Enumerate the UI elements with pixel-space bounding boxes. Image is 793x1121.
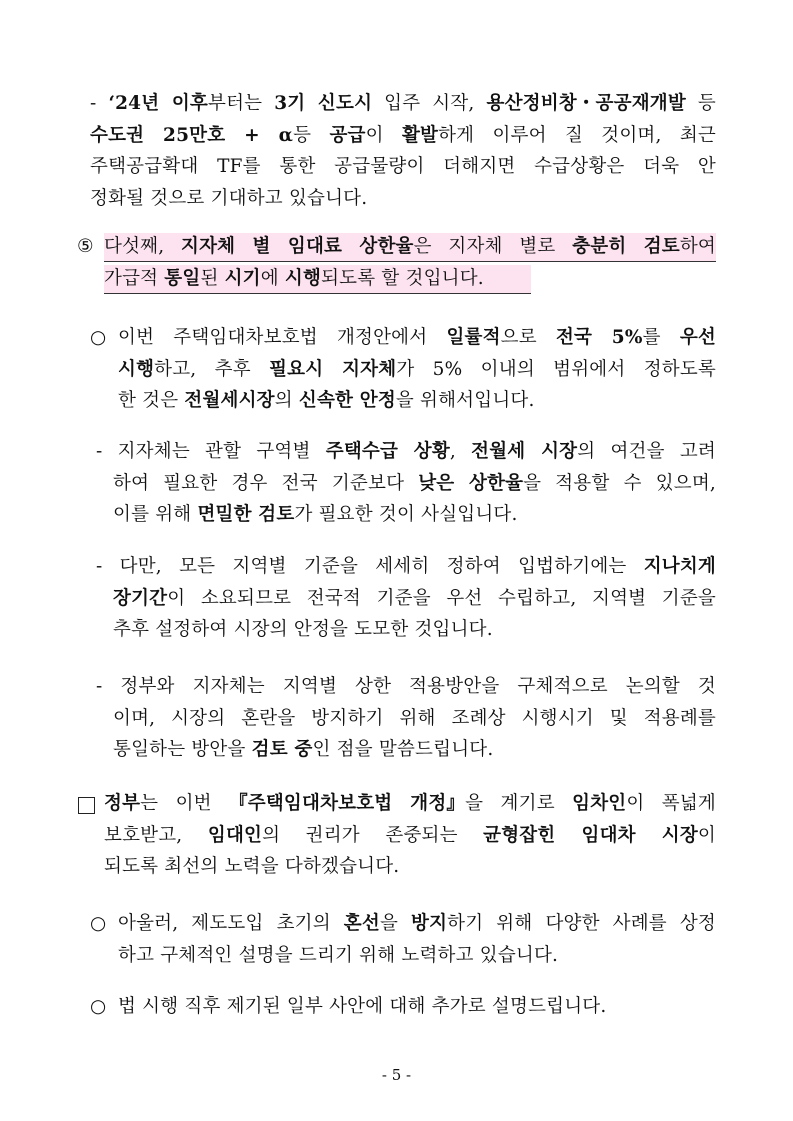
bold-text: 검토 중 <box>251 739 313 760</box>
bold-text: ‘24년 이후 <box>108 93 209 114</box>
text-line <box>104 264 484 294</box>
bullet-marker: ⑤ <box>77 236 94 257</box>
bold-text: 방지 <box>411 913 448 934</box>
text-run: 에 <box>260 267 285 289</box>
page-number: - 5 - <box>381 1066 412 1084</box>
bold-text: 정부 <box>104 793 141 814</box>
text-run: 하고, 추후 <box>154 358 270 380</box>
text-line <box>118 355 716 385</box>
bold-text: 시행 <box>284 267 322 289</box>
text-run: - 다만, 모든 지역별 기준을 세세히 정하여 입법하기에는 <box>96 556 644 577</box>
text-run: 하여 필요한 경우 전국 기준보다 <box>113 472 419 494</box>
bold-text: 주택수급 상황 <box>325 441 450 462</box>
bold-text: 지자체 별 임대료 상한율 <box>181 236 414 257</box>
bold-text: 전국 5% <box>555 327 643 348</box>
text-line <box>104 789 716 819</box>
text-run: 되도록 할 것입니다. <box>321 267 484 289</box>
bold-text: 혼선 <box>343 913 380 934</box>
bold-text: 충분히 검토 <box>572 236 680 257</box>
text-line <box>113 469 716 499</box>
text-run: 을 <box>379 913 412 934</box>
text-run: 는 이번 <box>140 793 230 814</box>
text-line <box>113 704 716 734</box>
text-line <box>90 152 716 182</box>
text-line <box>113 500 518 530</box>
text-line <box>118 386 535 416</box>
text-run: 하고 구체적인 설명을 드리기 위해 노력하고 있습니다. <box>118 944 559 966</box>
text-run: 인 점을 말씀드립니다. <box>312 739 494 760</box>
text-run: 의 여건을 고려 <box>577 441 716 462</box>
text-line <box>90 89 716 119</box>
bold-text: 통일 <box>164 267 201 289</box>
text-line <box>90 121 716 151</box>
text-run: 다섯째, <box>104 236 182 257</box>
text-line <box>118 941 558 971</box>
text-run: 이번 주택임대차보호법 개정안에서 <box>118 327 447 348</box>
text-run: 입주 시작, <box>372 93 487 114</box>
text-line <box>104 852 399 882</box>
text-run: 통일하는 방안을 <box>113 739 252 760</box>
text-run: 이 <box>697 824 716 846</box>
bold-text: 수도권 25만호 + α <box>90 124 294 146</box>
text-run: 이 <box>365 124 402 146</box>
text-run: 정화될 것으로 기대하고 있습니다. <box>90 187 368 209</box>
text-run: 이며, 시장의 혼란을 방지하기 위해 조례상 시행시기 및 적용례를 <box>113 707 716 729</box>
text-run: 가 필요한 것이 사실입니다. <box>294 504 518 525</box>
bold-text: 공급 <box>329 124 366 146</box>
text-run: 한 것은 <box>118 390 185 411</box>
text-line <box>104 821 716 851</box>
bold-text: 신속한 안정 <box>298 390 396 411</box>
text-run: 되도록 최선의 노력을 다하겠습니다. <box>104 856 400 877</box>
text-line <box>118 323 716 353</box>
text-run: 은 지자체 별로 <box>413 236 573 257</box>
text-run: 을 계기로 <box>465 793 573 814</box>
text-run: 으로 <box>500 327 556 348</box>
text-run: 을 적용할 수 있으며, <box>523 472 716 494</box>
text-run: 아울러, 제도도입 초기의 <box>118 913 344 934</box>
text-run: 추후 설정하여 시장의 안정을 도모한 것입니다. <box>113 619 493 640</box>
bold-text: 시기 <box>224 267 261 289</box>
text-run: 이 폭넓게 <box>626 793 716 814</box>
text-run: 법 시행 직후 제기된 일부 사안에 대해 추가로 설명드립니다. <box>118 996 607 1017</box>
text-run: 하기 위해 다양한 사례를 상정 <box>447 913 716 934</box>
text-run: 의 권리가 존중되는 <box>262 824 484 846</box>
bold-text: 『주택임대차보호법 개정』 <box>229 793 466 814</box>
bold-text: 전월세 시장 <box>471 441 578 462</box>
bold-text: 우선 <box>679 327 716 348</box>
text-run: 부터는 <box>208 93 275 114</box>
text-run: 을 위해서입니다. <box>395 390 535 411</box>
bullet-marker: ○ <box>90 996 107 1017</box>
bold-text: 일률적 <box>446 327 501 348</box>
text-run: 보호받고, <box>104 824 208 846</box>
text-run: 하여 <box>679 236 716 257</box>
bold-text: 장기간 <box>113 587 168 609</box>
text-run: 이 소요되므로 전국적 기준을 우선 수립하고, 지역별 기준을 <box>167 587 716 609</box>
bold-text: 낮은 상한율 <box>418 472 524 494</box>
text-run: 가 5% 이내의 범위에서 정하도록 <box>396 358 716 380</box>
text-run: 된 <box>200 267 225 289</box>
text-run: 를 <box>642 327 680 348</box>
text-run: - <box>90 93 109 114</box>
text-run: 가급적 <box>104 267 165 289</box>
bold-text: 3기 신도시 <box>274 93 373 114</box>
text-run: 의 <box>274 390 299 411</box>
checkbox-marker <box>78 797 95 814</box>
text-run: - 정부와 지자체는 지역별 상한 적용방안을 구체적으로 논의할 것 <box>96 676 716 697</box>
bold-text: 전월세시장 <box>184 390 275 411</box>
text-line <box>113 615 493 645</box>
bold-text: 시행 <box>118 358 155 380</box>
text-run: 주택공급확대 TF를 통한 공급물량이 더해지면 수급상황은 더욱 안 <box>90 156 716 177</box>
bold-text: 지나치게 <box>643 556 716 577</box>
text-run: 이를 위해 <box>113 504 198 525</box>
text-line <box>96 437 716 467</box>
bullet-marker: ○ <box>90 913 107 934</box>
text-line <box>118 992 606 1022</box>
bold-text: 면밀한 검토 <box>197 504 295 525</box>
text-line <box>104 232 716 262</box>
bold-text: 임대인 <box>207 824 263 846</box>
bold-text: 필요시 지자체 <box>269 358 397 380</box>
bullet-marker: ○ <box>90 327 107 348</box>
text-line <box>113 735 493 765</box>
text-run: 등 <box>293 124 330 146</box>
bold-text: 균형잡힌 임대차 시장 <box>483 824 698 846</box>
text-run: 하게 이루어 질 것이며, 최근 <box>438 124 716 146</box>
text-line <box>96 672 716 702</box>
text-line <box>113 584 716 614</box>
text-line <box>96 552 716 582</box>
text-run: - 지자체는 관할 구역별 <box>96 441 326 462</box>
text-run: , <box>449 441 472 462</box>
bold-text: 용산정비창・공공재개발 <box>486 93 686 114</box>
text-line <box>90 184 367 214</box>
bold-text: 임차인 <box>572 793 627 814</box>
text-line <box>118 909 716 939</box>
text-run: 등 <box>685 93 716 114</box>
bold-text: 활발 <box>401 124 439 146</box>
